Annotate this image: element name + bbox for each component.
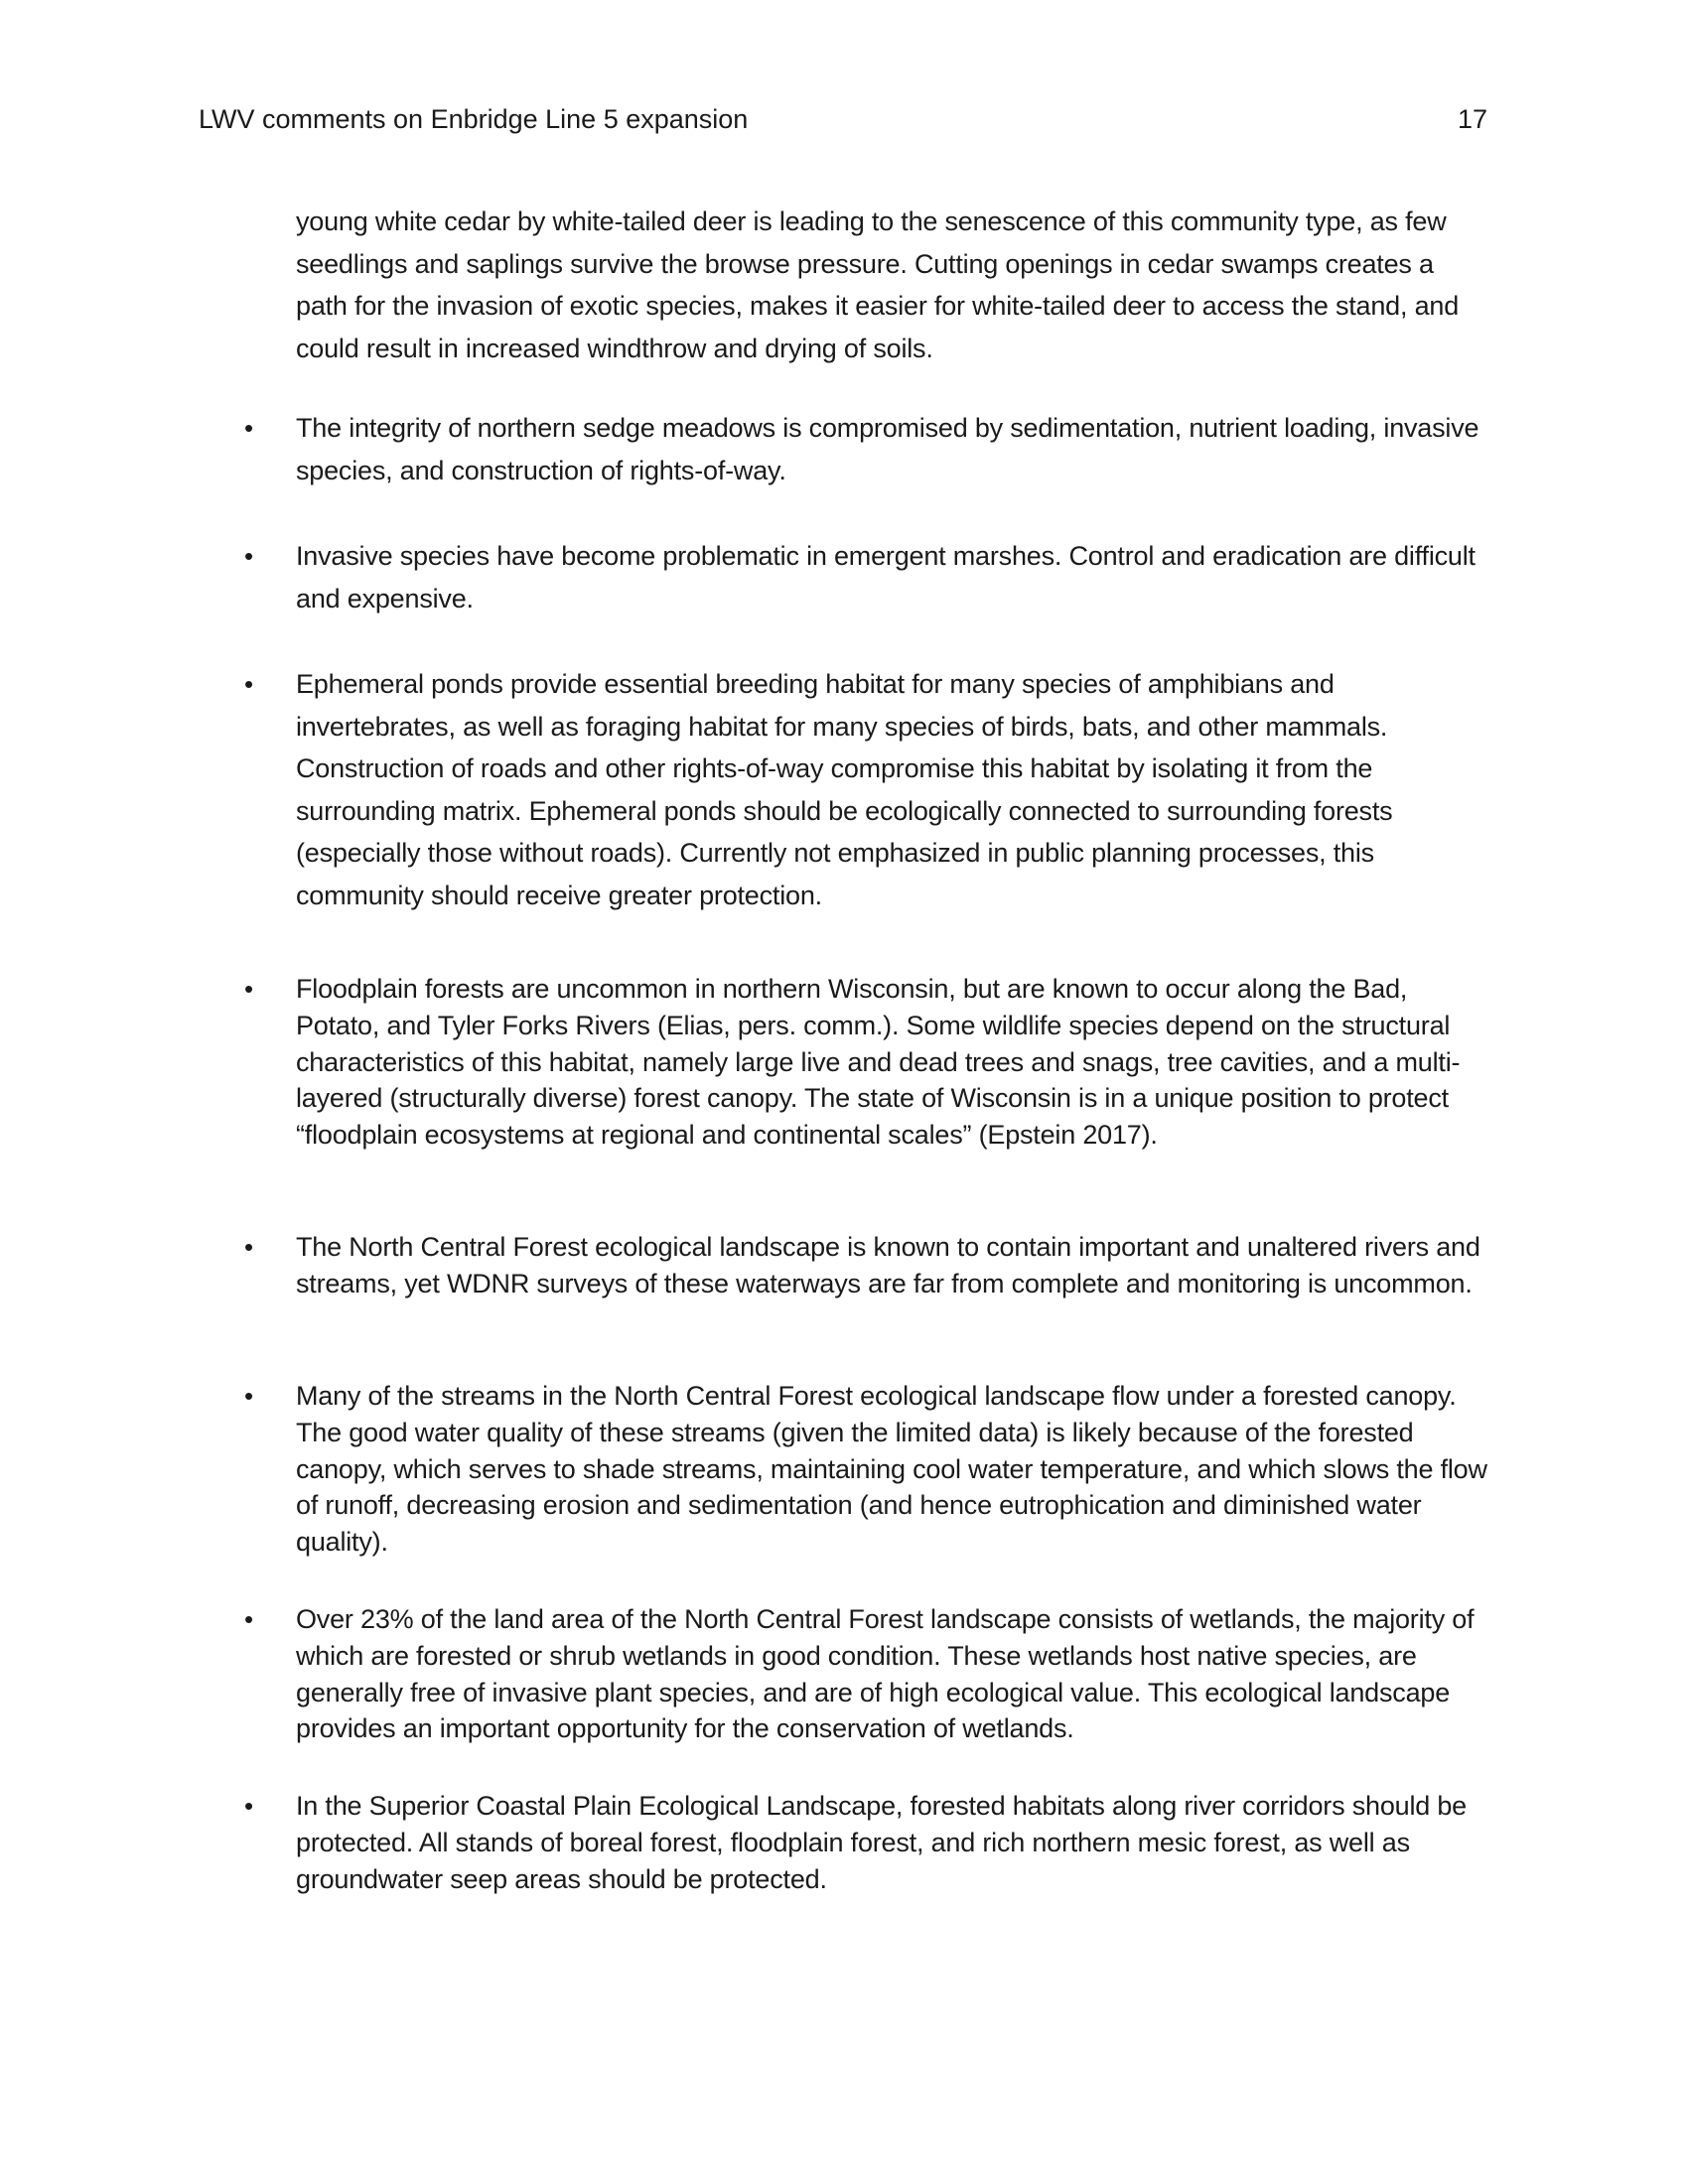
list-item: [244, 407, 1487, 491]
list-item: [244, 1788, 1487, 1897]
list-item-text: Invasive species have become problematic in emergent marshes. Control and eradication are difficult and expensive.: [296, 541, 1476, 614]
bullet-marker: •: [244, 1604, 253, 1634]
bullet-marker: •: [244, 974, 253, 1004]
continuation-paragraph: young white cedar by white-tailed deer is leading to the senescence of this community type, as few seedlings and saplings survive the browse pressure. Cutting openings in cedar swamps creates a path for the invasion of exotic species, makes it easier for white-tailed deer to access the stand, and could result in increased windthrow and drying of soils.: [296, 206, 1460, 363]
list-item-text: Ephemeral ponds provide essential breeding habitat for many species of amphibians and invertebrates, as well as foraging habitat for many species of birds, bats, and other mammals. Construction of roads and other rights-of-way compromise this habitat by isolating it from the surrounding matrix. Ephemeral ponds should be ecologically connected to surrounding forests (especially those without roads). Currently not emphasized in public planning processes, this community should receive greater protection.: [296, 669, 1393, 910]
list-item: [244, 1378, 1487, 1561]
list-item: [244, 971, 1487, 1154]
header-title: LWV comments on Enbridge Line 5 expansion: [199, 104, 749, 134]
bullet-marker: •: [244, 669, 253, 699]
list-item-text: The integrity of northern sedge meadows is compromised by sedimentation, nutrient loading, invasive species, and construction of rights-of-way.: [296, 413, 1479, 485]
list-item-text: In the Superior Coastal Plain Ecological Landscape, forested habitats along river corridors should be protected. All stands of boreal forest, floodplain forest, and rich northern mesic forest, as well as groundwater seep areas should be protected.: [296, 1791, 1467, 1894]
bullet-marker: •: [244, 1791, 253, 1821]
page-number: 17: [1457, 104, 1487, 134]
bullet-marker: •: [244, 1381, 253, 1411]
bullet-marker: •: [244, 541, 253, 571]
list-item: [244, 1229, 1487, 1302]
list-item: [244, 1601, 1487, 1747]
list-item-text: Floodplain forests are uncommon in northern Wisconsin, but are known to occur along the Bad, Potato, and Tyler Forks Rivers (Elias, pers. comm.). Some wildlife species depend on the structural characteristics of this habitat, namely large live and dead trees and snags, tree cavities, and a multi-layered (structurally diverse) forest canopy. The state of Wisconsin is in a unique position to protect “floodplain ecosystems at regional and continental scales” (Epstein 2017).: [296, 974, 1461, 1151]
list-item-text: Many of the streams in the North Central Forest ecological landscape flow under a forested canopy. The good water quality of these streams (given the limited data) is likely because of the forested canopy, which serves to shade streams, maintaining cool water temperature, and which slows the flow of runoff, decreasing erosion and sedimentation (and hence eutrophication and diminished water quality).: [296, 1381, 1487, 1558]
bullet-marker: •: [244, 413, 253, 443]
list-item: [244, 663, 1487, 916]
bullet-marker: •: [244, 1232, 253, 1262]
list-item-text: The North Central Forest ecological landscape is known to contain important and unaltered rivers and streams, yet WDNR surveys of these waterways are far from complete and monitoring is uncommon.: [296, 1232, 1480, 1298]
list-item-text: Over 23% of the land area of the North Central Forest landscape consists of wetlands, the majority of which are forested or shrub wetlands in good condition. These wetlands host native species, are generally free of invasive plant species, and are of high ecological value. This ecological landscape provides an important opportunity for the conservation of wetlands.: [296, 1604, 1475, 1744]
list-item: [244, 535, 1487, 619]
